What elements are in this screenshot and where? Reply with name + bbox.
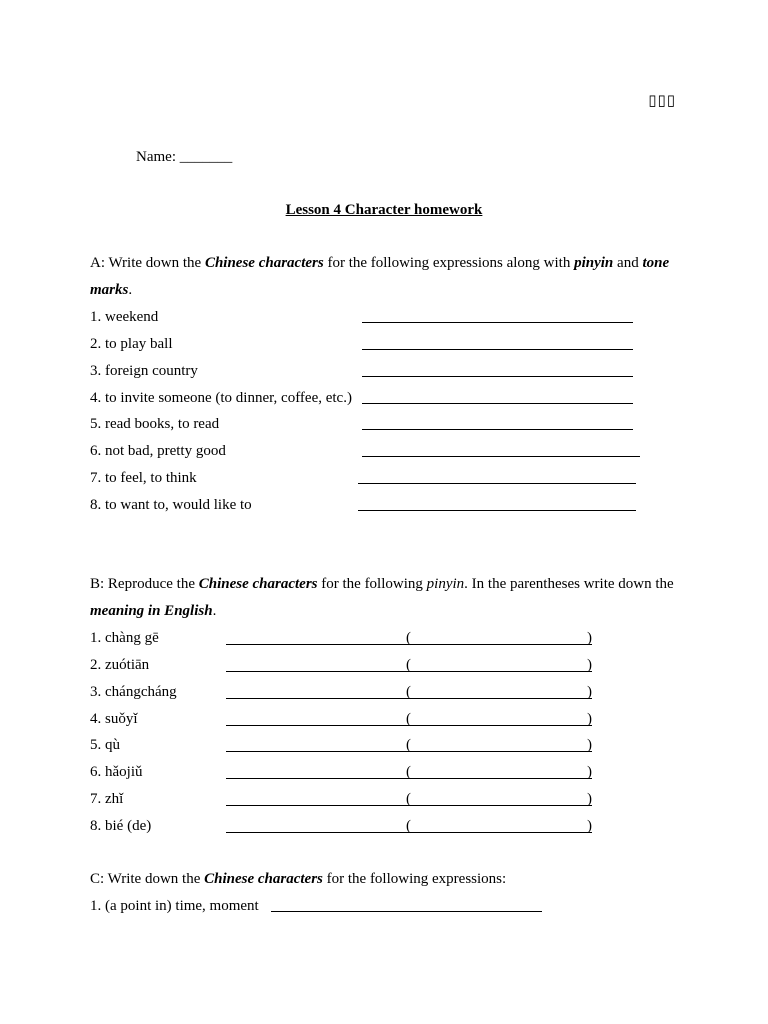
paren-open: ( — [406, 711, 411, 727]
paren-close: ) — [587, 737, 592, 753]
section-a-intro-text: A: Write down the — [90, 255, 205, 271]
answer-blank[interactable] — [362, 403, 633, 404]
section-a-item: 4. to invite someone (to dinner, coffee, etc.) — [90, 390, 352, 406]
section-b-item: 5. qù — [90, 737, 120, 753]
section-b-item: 6. hǎojiǔ — [90, 764, 143, 780]
section-c-intro-text: C: Write down the — [90, 871, 205, 887]
section-a-item: 7. to feel, to think — [90, 470, 197, 486]
name-field[interactable]: Name: _______ — [136, 149, 233, 165]
section-b-emphasis-pinyin: pinyin — [426, 576, 465, 592]
paren-open: ( — [406, 818, 411, 834]
section-c-item: 1. (a point in) time, moment — [90, 898, 259, 914]
paren-close: ) — [587, 818, 592, 834]
paren-close: ) — [587, 791, 592, 807]
answer-blank[interactable] — [362, 429, 633, 430]
section-a-item: 8. to want to, would like to — [90, 497, 252, 513]
paren-open: ( — [406, 791, 411, 807]
section-b-intro-text: B: Reproduce the — [90, 576, 199, 592]
section-b-instructions — [90, 571, 700, 625]
answer-blank[interactable] — [271, 911, 542, 912]
section-a-item: 5. read books, to read — [90, 416, 220, 432]
section-a-emphasis-pinyin: pinyin — [574, 255, 614, 271]
section-c-intro-text: for the following expressions: — [322, 871, 507, 887]
paren-close: ) — [587, 657, 592, 673]
section-a-emphasis-tone: tone marks — [90, 255, 670, 298]
section-a-item: 3. foreign country — [90, 363, 198, 379]
paren-open: ( — [406, 764, 411, 780]
page-title-text: Lesson 4 Character homework — [285, 202, 483, 218]
section-a-intro-text: . — [128, 282, 133, 298]
section-b-intro-text: . — [212, 603, 217, 619]
header-corner-mark: ▯▯▯ — [648, 93, 676, 109]
paren-close: ) — [587, 764, 592, 780]
section-b-emphasis-meaning: meaning in English — [90, 603, 213, 619]
section-a-intro-text: for the following expressions along with — [323, 255, 575, 271]
section-a-item: 2. to play ball — [90, 336, 173, 352]
section-b-item: 2. zuótiān — [90, 657, 150, 673]
paren-open: ( — [406, 630, 411, 646]
section-c-instructions — [90, 870, 506, 888]
section-b-intro-text: . In the parentheses write down the — [464, 576, 674, 592]
section-b-item: 1. chàng gē — [90, 630, 159, 646]
answer-blank[interactable] — [362, 349, 633, 350]
paren-open: ( — [406, 657, 411, 673]
answer-blank[interactable] — [358, 510, 636, 511]
paren-close: ) — [587, 684, 592, 700]
answer-blank[interactable] — [362, 376, 633, 377]
paren-close: ) — [587, 711, 592, 727]
answer-blank[interactable] — [362, 456, 640, 457]
section-c-emphasis-chinese: Chinese characters — [204, 871, 323, 887]
section-b-item: 4. suǒyǐ — [90, 711, 138, 727]
section-b-emphasis-chinese: Chinese characters — [198, 576, 318, 592]
section-a-emphasis-chinese: Chinese characters — [204, 255, 324, 271]
section-a-intro-text: and — [613, 255, 643, 271]
answer-blank[interactable] — [358, 483, 636, 484]
section-b-item: 8. bié (de) — [90, 818, 152, 834]
section-a-item: 6. not bad, pretty good — [90, 443, 226, 459]
answer-blank[interactable] — [362, 322, 633, 323]
section-b-item: 7. zhǐ — [90, 791, 124, 807]
paren-open: ( — [406, 684, 411, 700]
section-a-instructions — [90, 250, 690, 304]
section-b-item: 3. chángcháng — [90, 684, 177, 700]
section-a-item: 1. weekend — [90, 309, 159, 325]
paren-open: ( — [406, 737, 411, 753]
paren-close: ) — [587, 630, 592, 646]
section-b-intro-text: for the following — [317, 576, 427, 592]
page-title — [0, 201, 768, 219]
